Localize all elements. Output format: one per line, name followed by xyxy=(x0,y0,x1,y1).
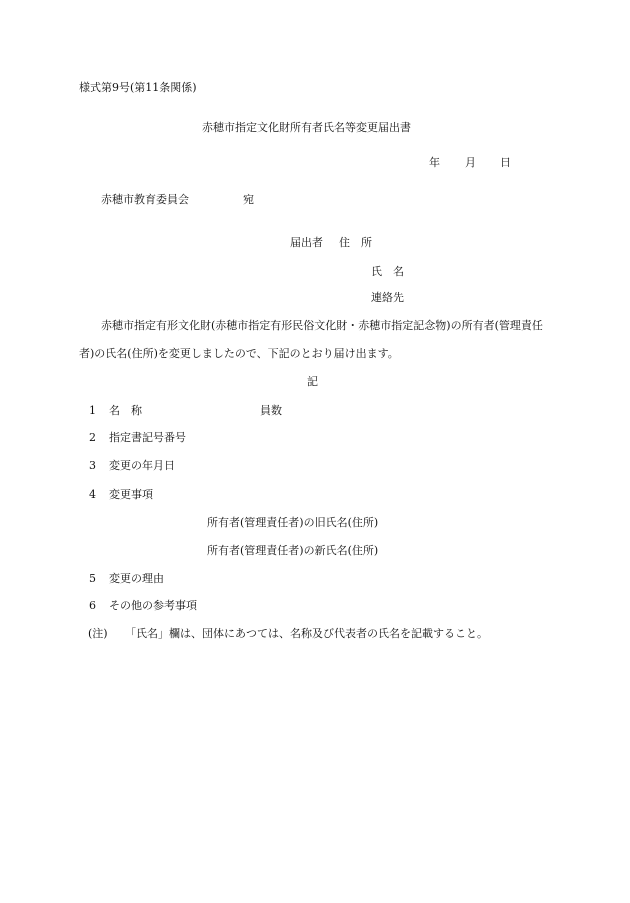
item-1-number: 1 xyxy=(89,404,96,417)
ki-heading: 記 xyxy=(307,375,318,388)
item-6-number: 6 xyxy=(89,599,96,612)
date-day: 日 xyxy=(500,156,511,169)
document-title: 赤穂市指定文化財所有者氏名等変更届出書 xyxy=(202,121,411,134)
item-4-label: 変更事項 xyxy=(109,488,153,501)
item-4-number: 4 xyxy=(89,488,96,501)
body-text: 赤穂市指定有形文化財(赤穂市指定有形民俗文化財・赤穂市指定記念物)の所有者(管理責任者)の氏名(住所)を変更しましたので、下記のとおり届け出ます。 xyxy=(79,319,543,360)
item-5-number: 5 xyxy=(89,572,96,585)
item-1-extra: 員数 xyxy=(260,404,282,417)
item-4-sub-new: 所有者(管理責任者)の新氏名(住所) xyxy=(207,544,379,557)
date-year: 年 xyxy=(429,156,440,169)
item-4-sub-old: 所有者(管理責任者)の旧氏名(住所) xyxy=(207,516,379,529)
item-2-number: 2 xyxy=(89,431,96,444)
applicant-label: 届出者 xyxy=(290,236,323,249)
item-3-number: 3 xyxy=(89,459,96,472)
date-month: 月 xyxy=(465,156,476,169)
addressee-suffix: 宛 xyxy=(243,193,254,206)
item-5-label: 変更の理由 xyxy=(109,572,164,585)
item-3-label: 変更の年月日 xyxy=(109,459,175,472)
item-2-label: 指定書記号番号 xyxy=(109,431,186,444)
item-1-label: 名 称 xyxy=(109,404,142,417)
name-label: 氏 名 xyxy=(371,265,404,278)
contact-label: 連絡先 xyxy=(371,291,404,304)
address-label: 住 所 xyxy=(339,236,372,249)
item-6-label: その他の参考事項 xyxy=(109,599,197,612)
note-label: (注) xyxy=(88,627,108,640)
addressee-name: 赤穂市教育委員会 xyxy=(101,193,189,206)
form-number: 様式第9号(第11条関係) xyxy=(79,81,197,94)
note-text: 「氏名」欄は、団体にあつては、名称及び代表者の氏名を記載すること。 xyxy=(125,627,488,640)
